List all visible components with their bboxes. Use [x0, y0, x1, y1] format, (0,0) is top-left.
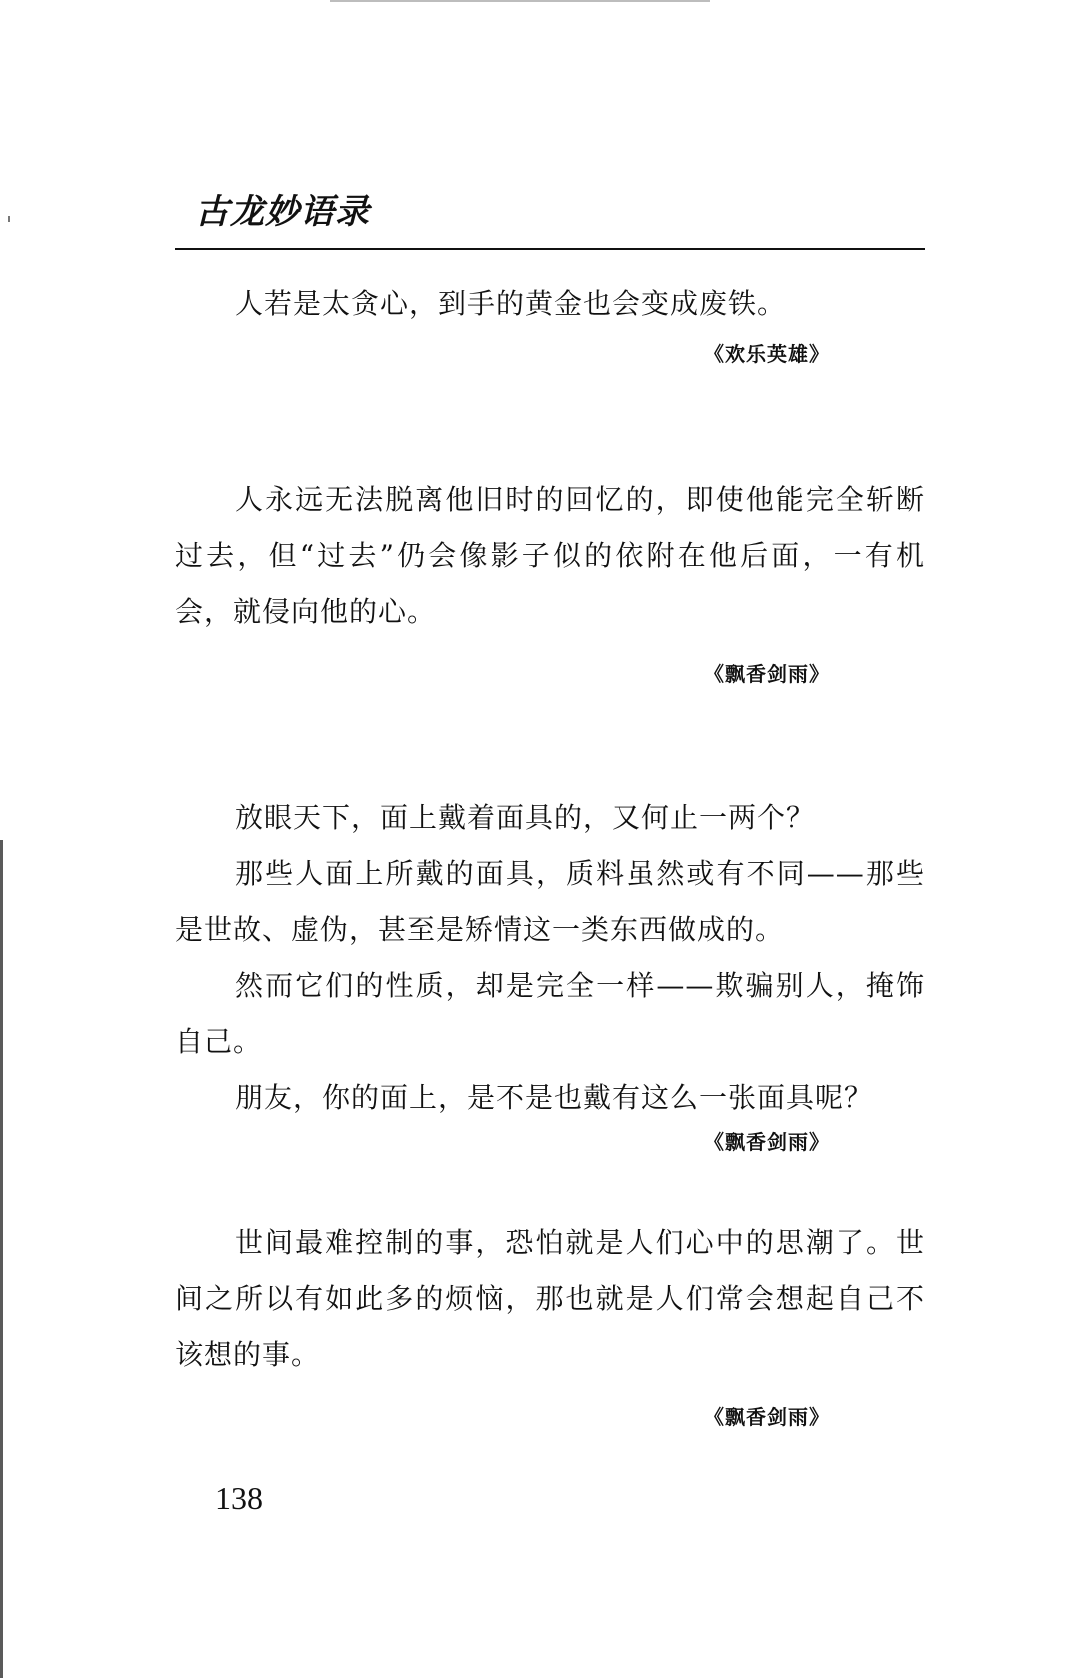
quote-source: 《欢乐英雄》	[704, 342, 830, 366]
quote-paragraph: 那些人面上所戴的面具，质料虽然或有不同——那些是世故、虚伪，甚至是矫情这一类东西做成的。	[175, 857, 925, 946]
header-rule	[175, 248, 925, 250]
quote-block	[175, 790, 925, 1155]
quote-source: 《飘香剑雨》	[704, 1405, 830, 1429]
scan-artifact-dot	[8, 216, 10, 222]
quote-paragraph: 然而它们的性质，却是完全一样——欺骗别人，掩饰自己。	[175, 969, 925, 1058]
quote-paragraph: 世间最难控制的事，恐怕就是人们心中的思潮了。世间之所以有如此多的烦恼，那也就是人们常会想起自己不该想的事。	[175, 1226, 925, 1371]
quote-source: 《飘香剑雨》	[704, 662, 830, 686]
quote-block	[175, 276, 925, 367]
quote-source: 《飘香剑雨》	[704, 1130, 830, 1154]
page-number: 138	[215, 1480, 263, 1516]
quote-block	[175, 472, 925, 687]
scan-artifact-left-edge	[0, 840, 3, 1678]
running-header-title: 古龙妙语录	[195, 192, 370, 232]
quote-paragraph: 人永远无法脱离他旧时的回忆的，即使他能完全斩断过去，但“过去”仍会像影子似的依附在他后面，一有机会，就侵向他的心。	[175, 483, 925, 628]
quote-paragraph: 人若是太贪心，到手的黄金也会变成废铁。	[235, 287, 787, 320]
scan-artifact-top-line	[330, 0, 710, 2]
quote-block	[175, 1215, 925, 1430]
quote-paragraph: 朋友，你的面上，是不是也戴有这么一张面具呢？	[235, 1081, 874, 1114]
quote-paragraph: 放眼天下，面上戴着面具的，又何止一两个？	[235, 801, 816, 834]
